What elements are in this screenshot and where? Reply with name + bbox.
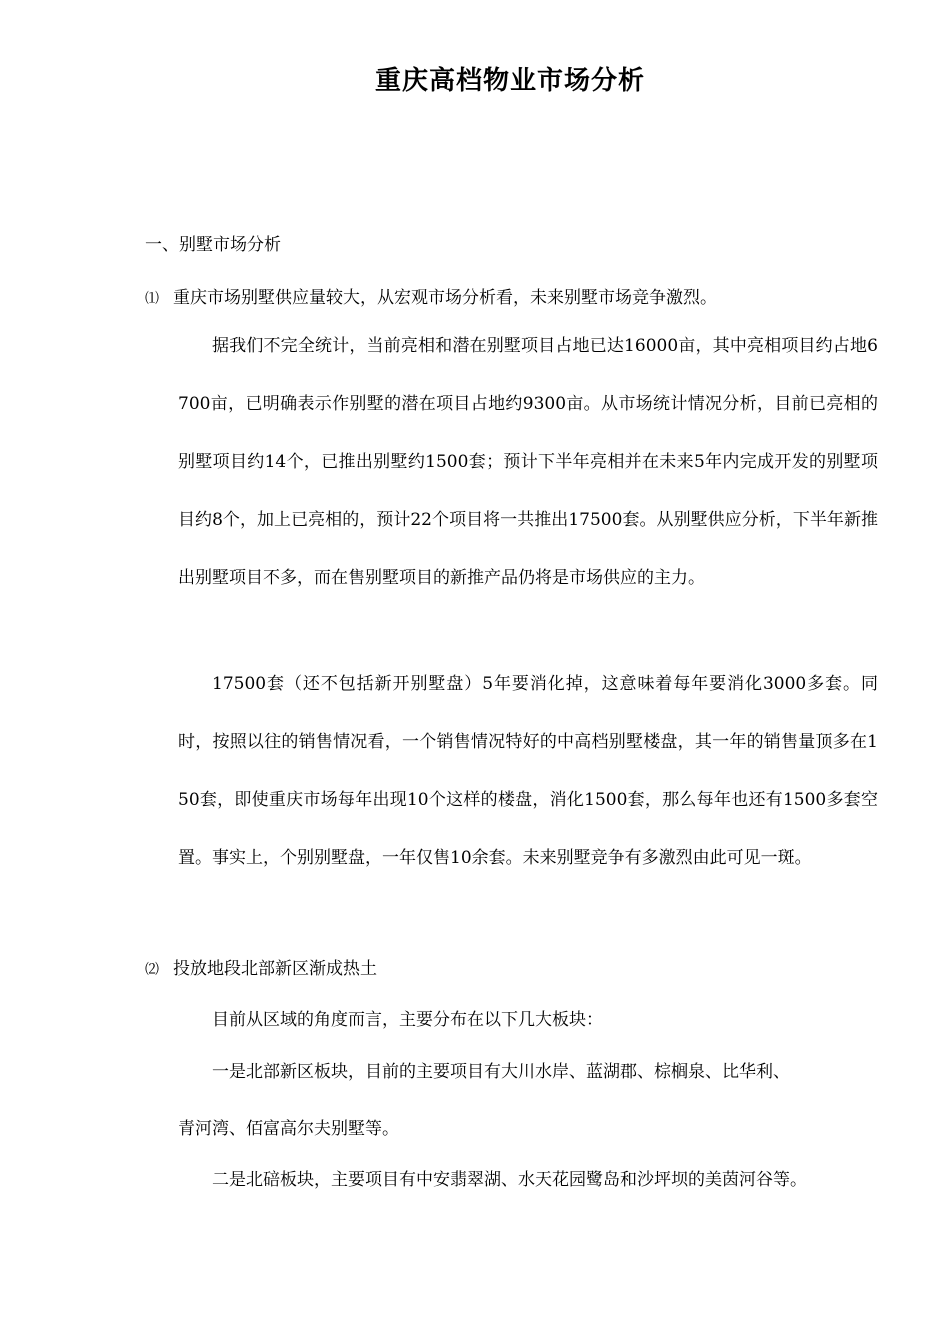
paragraph-north-district-line1: 一是北部新区板块，目前的主要项目有大川水岸、蓝湖郡、棕榈泉、比华利、: [212, 1062, 790, 1082]
paragraph-north-district-line2: 青河湾、佰富高尔夫别墅等。: [178, 1119, 399, 1139]
document-title: 重庆高档物业市场分析: [374, 66, 645, 96]
list-item-2-text: 投放地段北部新区渐成热土: [173, 959, 377, 979]
section-heading-villa-market: 一、别墅市场分析: [145, 235, 281, 255]
paragraph-beibei-district: 二是北碚板块，主要项目有中安翡翠湖、水天花园鹭岛和沙坪坝的美茵河谷等。: [212, 1170, 807, 1190]
list-item-2: [145, 954, 377, 979]
list-item-1-number: ⑴: [145, 291, 159, 307]
list-item-2-number: ⑵: [145, 962, 159, 978]
paragraph-region-intro: 目前从区域的角度而言，主要分布在以下几大板块：: [212, 1010, 603, 1030]
list-item-1: [145, 283, 717, 308]
paragraph-supply-statistics: 据我们不完全统计，当前亮相和潜在别墅项目占地已达16000亩，其中亮相项目约占地6700亩，已明确表示作别墅的潜在项目占地约9300亩。从市场统计情况分析，目前已亮相的别墅项目约14个，已推出别墅约1500套；预计下半年亮相并在未来5年内完成开发的别墅项目约8个，加上已亮相的，预计22个项目将一共推出17500套。从别墅供应分析，下半年新推出别墅项目不多，而在售别墅项目的新推产品仍将是市场供应的主力。: [178, 336, 878, 588]
paragraph-absorption-analysis: 17500套（还不包括新开别墅盘）5年要消化掉，这意味着每年要消化3000多套。同时，按照以往的销售情况看，一个销售情况特好的中高档别墅楼盘，其一年的销售量顶多在150套，即使重庆市场每年出现10个这样的楼盘，消化1500套，那么每年也还有1500多套空置。事实上，个别别墅盘，一年仅售10余套。未来别墅竞争有多激烈由此可见一斑。: [178, 674, 878, 868]
list-item-1-text: 重庆市场别墅供应量较大，从宏观市场分析看，未来别墅市场竞争激烈。: [173, 288, 717, 308]
